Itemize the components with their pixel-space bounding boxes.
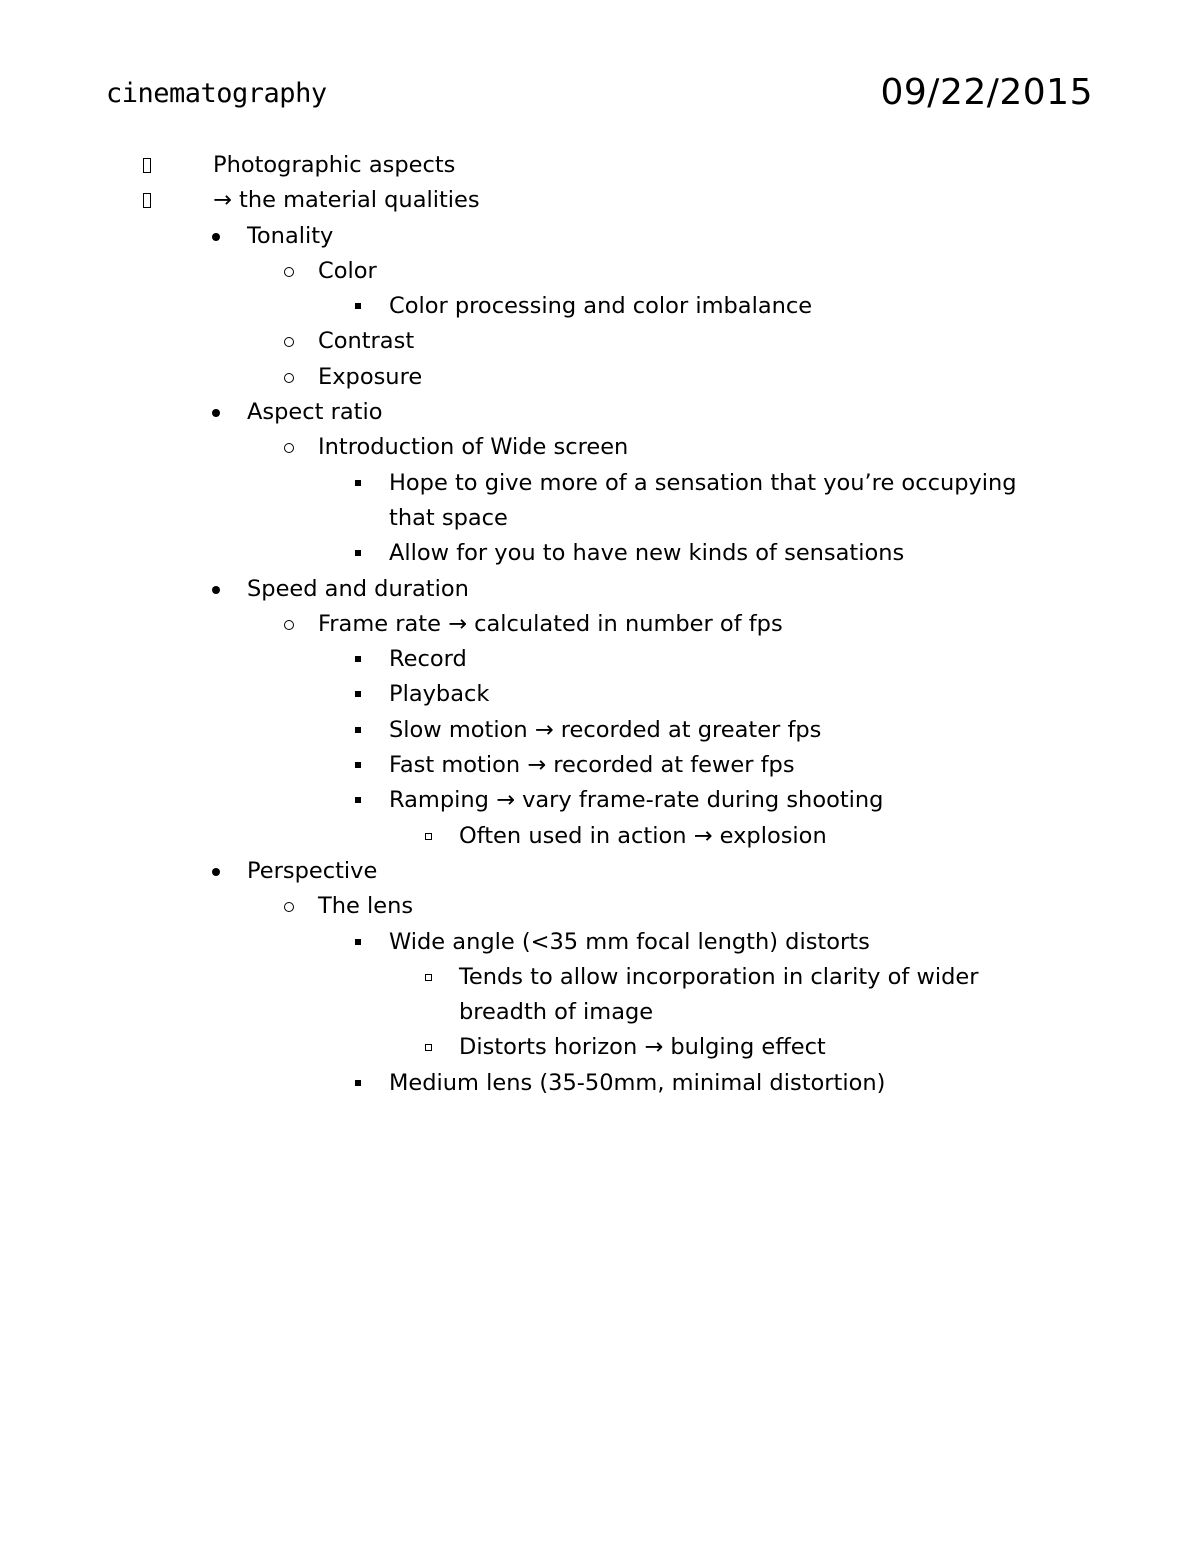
outline-item-text: Hope to give more of a sensation that you’re occupying [389, 469, 1017, 496]
outline-item-text: Fast motion → recorded at fewer fps [389, 752, 795, 779]
outline-item [0, 1066, 1200, 1101]
disc-bullet-icon [206, 395, 226, 430]
outline-item-text: Perspective [247, 857, 378, 884]
outline-item [0, 254, 1200, 289]
outline-item [0, 854, 1200, 889]
outline-item-text: Tonality [247, 222, 334, 249]
outline-item [0, 783, 1200, 818]
outline-item [0, 148, 1200, 183]
outline-item-text: that space [389, 504, 508, 531]
disc-bullet-icon [206, 854, 226, 889]
outline-item-text: Ramping → vary frame-rate during shooting [389, 787, 884, 814]
square-bullet-icon [348, 289, 368, 324]
square-bullet-icon [348, 677, 368, 712]
notes-outline [0, 148, 1200, 1101]
outline-item-text: Color processing and color imbalance [389, 293, 813, 320]
outline-item-text: Slow motion → recorded at greater fps [389, 716, 822, 743]
outline-item-text: Speed and duration [247, 575, 469, 602]
outline-item [0, 501, 1200, 536]
outline-item-text: Contrast [318, 328, 415, 355]
outline-item-text: Record [389, 646, 467, 673]
circle-bullet-icon [279, 360, 299, 395]
outline-item-text: Often used in action → explosion [459, 822, 827, 849]
circle-bullet-icon [279, 254, 299, 289]
outline-item [0, 713, 1200, 748]
outline-item [0, 324, 1200, 359]
page-date: 09/22/2015 [880, 72, 1093, 113]
outline-item-text: Playback [389, 681, 490, 708]
outline-item-text: Frame rate → calculated in number of fps [318, 610, 783, 637]
disc-bullet-icon [206, 572, 226, 607]
outline-item [0, 748, 1200, 783]
outline-item-text: Color [318, 257, 377, 284]
outline-item [0, 536, 1200, 571]
outline-item [0, 466, 1200, 501]
outline-item-text: Exposure [318, 363, 423, 390]
outline-item [0, 607, 1200, 642]
outline-item [0, 889, 1200, 924]
hollow-square-bullet-icon [418, 1030, 438, 1065]
outline-item [0, 642, 1200, 677]
outline-item-text: The lens [318, 893, 414, 920]
square-bullet-icon [348, 536, 368, 571]
outline-item-text: Allow for you to have new kinds of sensations [389, 540, 905, 567]
outline-item [0, 1030, 1200, 1065]
outline-item-text: Wide angle (<35 mm focal length) distorts [389, 928, 870, 955]
outline-item [0, 925, 1200, 960]
circle-bullet-icon [279, 430, 299, 465]
outline-item-text: breadth of image [459, 999, 654, 1026]
outline-item [0, 995, 1200, 1030]
outline-item [0, 430, 1200, 465]
outline-item-text: Aspect ratio [247, 399, 383, 426]
outline-item-text: → the material qualities [213, 187, 480, 214]
disc-bullet-icon [206, 219, 226, 254]
outline-item-text: Photographic aspects [213, 152, 456, 178]
square-bullet-icon [348, 713, 368, 748]
outline-item [0, 572, 1200, 607]
square-bullet-icon [348, 642, 368, 677]
box-bullet-icon [137, 183, 157, 218]
circle-bullet-icon [279, 607, 299, 642]
square-bullet-icon [348, 466, 368, 501]
outline-item-text: Distorts horizon → bulging effect [459, 1034, 826, 1061]
outline-item [0, 819, 1200, 854]
square-bullet-icon [348, 748, 368, 783]
square-bullet-icon [348, 1066, 368, 1101]
outline-item [0, 183, 1200, 218]
hollow-square-bullet-icon [418, 960, 438, 995]
outline-item [0, 395, 1200, 430]
hollow-square-bullet-icon [418, 819, 438, 854]
outline-item [0, 289, 1200, 324]
box-bullet-icon [137, 148, 157, 183]
outline-item [0, 360, 1200, 395]
outline-item-text: Medium lens (35-50mm, minimal distortion) [389, 1069, 886, 1096]
outline-item [0, 677, 1200, 712]
page-title: cinematography [106, 78, 327, 109]
outline-item-text: Introduction of Wide screen [318, 434, 629, 461]
circle-bullet-icon [279, 889, 299, 924]
square-bullet-icon [348, 925, 368, 960]
outline-item [0, 219, 1200, 254]
circle-bullet-icon [279, 324, 299, 359]
outline-item [0, 960, 1200, 995]
outline-item-text: Tends to allow incorporation in clarity of wider [459, 963, 979, 990]
square-bullet-icon [348, 783, 368, 818]
